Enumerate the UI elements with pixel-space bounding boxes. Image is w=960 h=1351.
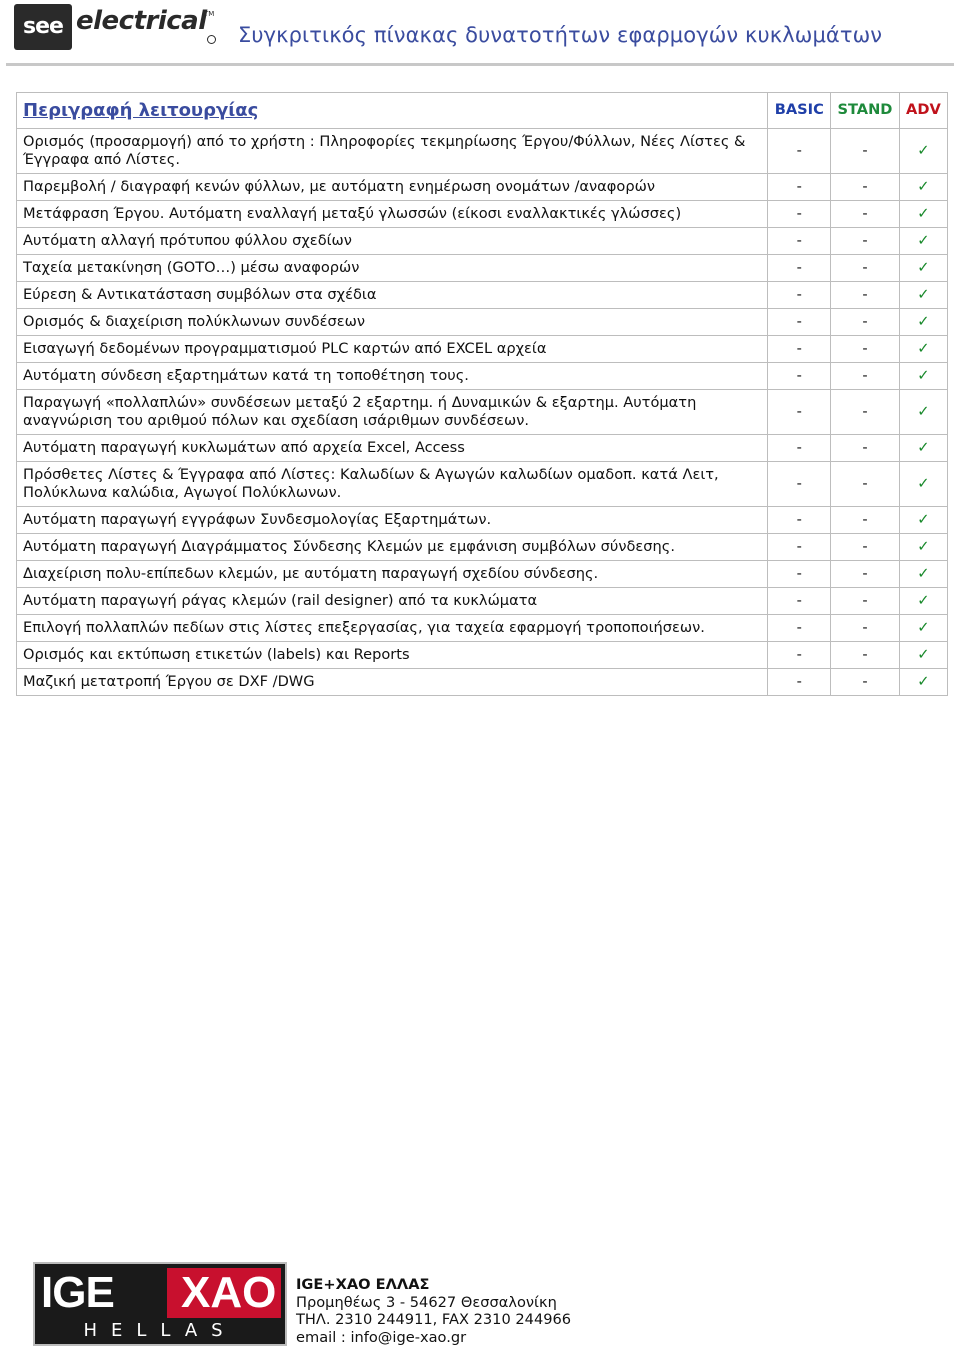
- feature-description: Παραγωγή «πολλαπλών» συνδέσεων μεταξύ 2 εξαρτημ. ή Δυναμικών & εξαρτημ. Αυτόματη αναγνώριση του αριθμού πόλων και σχεδίαση ισάριθμων συνδέσεων.: [17, 390, 768, 435]
- adv-value: ✓: [899, 309, 947, 336]
- table-row: [17, 129, 948, 174]
- adv-value: ✓: [899, 642, 947, 669]
- stand-value: -: [831, 669, 900, 696]
- feature-description: Αυτόματη παραγωγή Διαγράμματος Σύνδεσης Κλεμών με εμφάνιση συμβόλων σύνδεσης.: [17, 534, 768, 561]
- table-row: [17, 282, 948, 309]
- logo-top-band: [39, 1268, 281, 1318]
- adv-value: ✓: [899, 201, 947, 228]
- adv-value: ✓: [899, 561, 947, 588]
- company-email: email : info@ige-xao.gr: [296, 1328, 467, 1346]
- adv-value: ✓: [899, 282, 947, 309]
- stand-value: -: [831, 435, 900, 462]
- feature-description: Πρόσθετες Λίστες & Έγγραφα από Λίστες: Καλωδίων & Αγωγών καλωδίων ομαδοπ. κατά Λειτ, Πολύκλωνα καλώδια, Αγωγοί Πολύκλωνων.: [17, 462, 768, 507]
- basic-value: -: [768, 363, 831, 390]
- logo-ige-text: IGE: [41, 1268, 114, 1317]
- basic-value: -: [768, 507, 831, 534]
- logo-xao-text: XAO: [181, 1268, 277, 1317]
- table-row: [17, 228, 948, 255]
- basic-value: -: [768, 534, 831, 561]
- feature-description: Αυτόματη παραγωγή ράγας κλεμών (rail designer) από τα κυκλώματα: [17, 588, 768, 615]
- features-table: [16, 92, 948, 696]
- basic-value: -: [768, 129, 831, 174]
- feature-description: Διαχείριση πολυ-επίπεδων κλεμών, με αυτόματη παραγωγή σχεδίου σύνδεσης.: [17, 561, 768, 588]
- table-row: [17, 615, 948, 642]
- adv-value: ✓: [899, 255, 947, 282]
- stand-value: -: [831, 462, 900, 507]
- adv-value: ✓: [899, 174, 947, 201]
- stand-value: -: [831, 534, 900, 561]
- stand-value: -: [831, 282, 900, 309]
- logo-see-mark: see: [14, 4, 72, 50]
- basic-value: -: [768, 309, 831, 336]
- adv-value: ✓: [899, 507, 947, 534]
- table-row: [17, 507, 948, 534]
- feature-description: Μετάφραση Έργου. Αυτόματη εναλλαγή μεταξύ γλωσσών (είκοσι εναλλακτικές γλώσσες): [17, 201, 768, 228]
- page-header: [0, 0, 960, 70]
- adv-value: ✓: [899, 363, 947, 390]
- table-row: [17, 390, 948, 435]
- basic-value: -: [768, 255, 831, 282]
- stand-value: -: [831, 507, 900, 534]
- stand-value: -: [831, 174, 900, 201]
- column-stand: STAND: [831, 93, 900, 129]
- logo-dot: [207, 35, 216, 44]
- adv-value: ✓: [899, 336, 947, 363]
- page-title: Συγκριτικός πίνακας δυνατοτήτων εφαρμογών κυκλωμάτων: [238, 23, 883, 47]
- stand-value: -: [831, 615, 900, 642]
- basic-value: -: [768, 282, 831, 309]
- table-row: [17, 588, 948, 615]
- table-row: [17, 669, 948, 696]
- feature-description: Ορισμός & διαχείριση πολύκλωνων συνδέσεων: [17, 309, 768, 336]
- stand-value: -: [831, 561, 900, 588]
- column-basic: BASIC: [768, 93, 831, 129]
- feature-description: Αυτόματη παραγωγή κυκλωμάτων από αρχεία Excel, Access: [17, 435, 768, 462]
- stand-value: -: [831, 255, 900, 282]
- table-row: [17, 561, 948, 588]
- feature-description: Ορισμός και εκτύπωση ετικετών (labels) και Reports: [17, 642, 768, 669]
- basic-value: -: [768, 642, 831, 669]
- table-row: [17, 534, 948, 561]
- logo-trademark: TM: [204, 10, 215, 18]
- adv-value: ✓: [899, 669, 947, 696]
- stand-value: -: [831, 588, 900, 615]
- stand-value: -: [831, 228, 900, 255]
- adv-value: ✓: [899, 435, 947, 462]
- header-divider: [6, 63, 954, 66]
- basic-value: -: [768, 228, 831, 255]
- adv-value: ✓: [899, 462, 947, 507]
- table-row: [17, 642, 948, 669]
- feature-description: Εισαγωγή δεδομένων προγραμματισμού PLC καρτών από EXCEL αρχεία: [17, 336, 768, 363]
- company-address: Προμηθέως 3 - 54627 Θεσσαλονίκη: [296, 1293, 557, 1311]
- stand-value: -: [831, 309, 900, 336]
- table-row: [17, 174, 948, 201]
- feature-description: Ορισμός (προσαρμογή) από το χρήστη : Πληροφορίες τεκμηρίωσης Έργου/Φύλλων, Νέες Λίστες & Έγγραφα από Λίστες.: [17, 129, 768, 174]
- stand-value: -: [831, 390, 900, 435]
- basic-value: -: [768, 462, 831, 507]
- column-adv: ADV: [899, 93, 947, 129]
- table-row: [17, 435, 948, 462]
- basic-value: -: [768, 435, 831, 462]
- company-phone: ΤΗΛ. 2310 244911, FAX 2310 244966: [296, 1311, 572, 1328]
- table-header-row: [17, 93, 948, 129]
- feature-description: Παρεμβολή / διαγραφή κενών φύλλων, με αυτόματη ενημέρωση ονομάτων /αναφορών: [17, 174, 768, 201]
- table-row: [17, 336, 948, 363]
- stand-value: -: [831, 201, 900, 228]
- adv-value: ✓: [899, 615, 947, 642]
- adv-value: ✓: [899, 534, 947, 561]
- adv-value: ✓: [899, 129, 947, 174]
- feature-description: Ταχεία μετακίνηση (GOTO…) μέσω αναφορών: [17, 255, 768, 282]
- basic-value: -: [768, 201, 831, 228]
- see-electrical-logo: [14, 4, 214, 54]
- basic-value: -: [768, 588, 831, 615]
- stand-value: -: [831, 642, 900, 669]
- feature-description: Μαζική μετατροπή Έργου σε DXF /DWG: [17, 669, 768, 696]
- adv-value: ✓: [899, 588, 947, 615]
- section-title-cell: [17, 93, 768, 129]
- ige-xao-hellas-logo: [33, 1262, 287, 1346]
- logo-hellas-text: HELLAS: [83, 1320, 237, 1341]
- feature-description: Αυτόματη αλλαγή πρότυπου φύλλου σχεδίων: [17, 228, 768, 255]
- adv-value: ✓: [899, 390, 947, 435]
- table-row: [17, 255, 948, 282]
- basic-value: -: [768, 336, 831, 363]
- table-row: [17, 309, 948, 336]
- logo-electrical-text: electrical: [76, 6, 207, 36]
- feature-description: Αυτόματη παραγωγή εγγράφων Συνδεσμολογίας Εξαρτημάτων.: [17, 507, 768, 534]
- basic-value: -: [768, 615, 831, 642]
- table-row: [17, 201, 948, 228]
- company-contact: [296, 1276, 571, 1346]
- feature-description: Επιλογή πολλαπλών πεδίων στις λίστες επεξεργασίας, για ταχεία εφαρμογή τροποποιήσεων.: [17, 615, 768, 642]
- basic-value: -: [768, 390, 831, 435]
- feature-description: Εύρεση & Αντικατάσταση συμβόλων στα σχέδια: [17, 282, 768, 309]
- stand-value: -: [831, 336, 900, 363]
- stand-value: -: [831, 129, 900, 174]
- table-row: [17, 462, 948, 507]
- company-name: IGE+XAO ΕΛΛΑΣ: [296, 1276, 430, 1293]
- feature-description: Αυτόματη σύνδεση εξαρτημάτων κατά τη τοποθέτηση τους.: [17, 363, 768, 390]
- table-row: [17, 363, 948, 390]
- adv-value: ✓: [899, 228, 947, 255]
- stand-value: -: [831, 363, 900, 390]
- basic-value: -: [768, 561, 831, 588]
- basic-value: -: [768, 174, 831, 201]
- section-title: Περιγραφή λειτουργίας: [23, 99, 259, 121]
- basic-value: -: [768, 669, 831, 696]
